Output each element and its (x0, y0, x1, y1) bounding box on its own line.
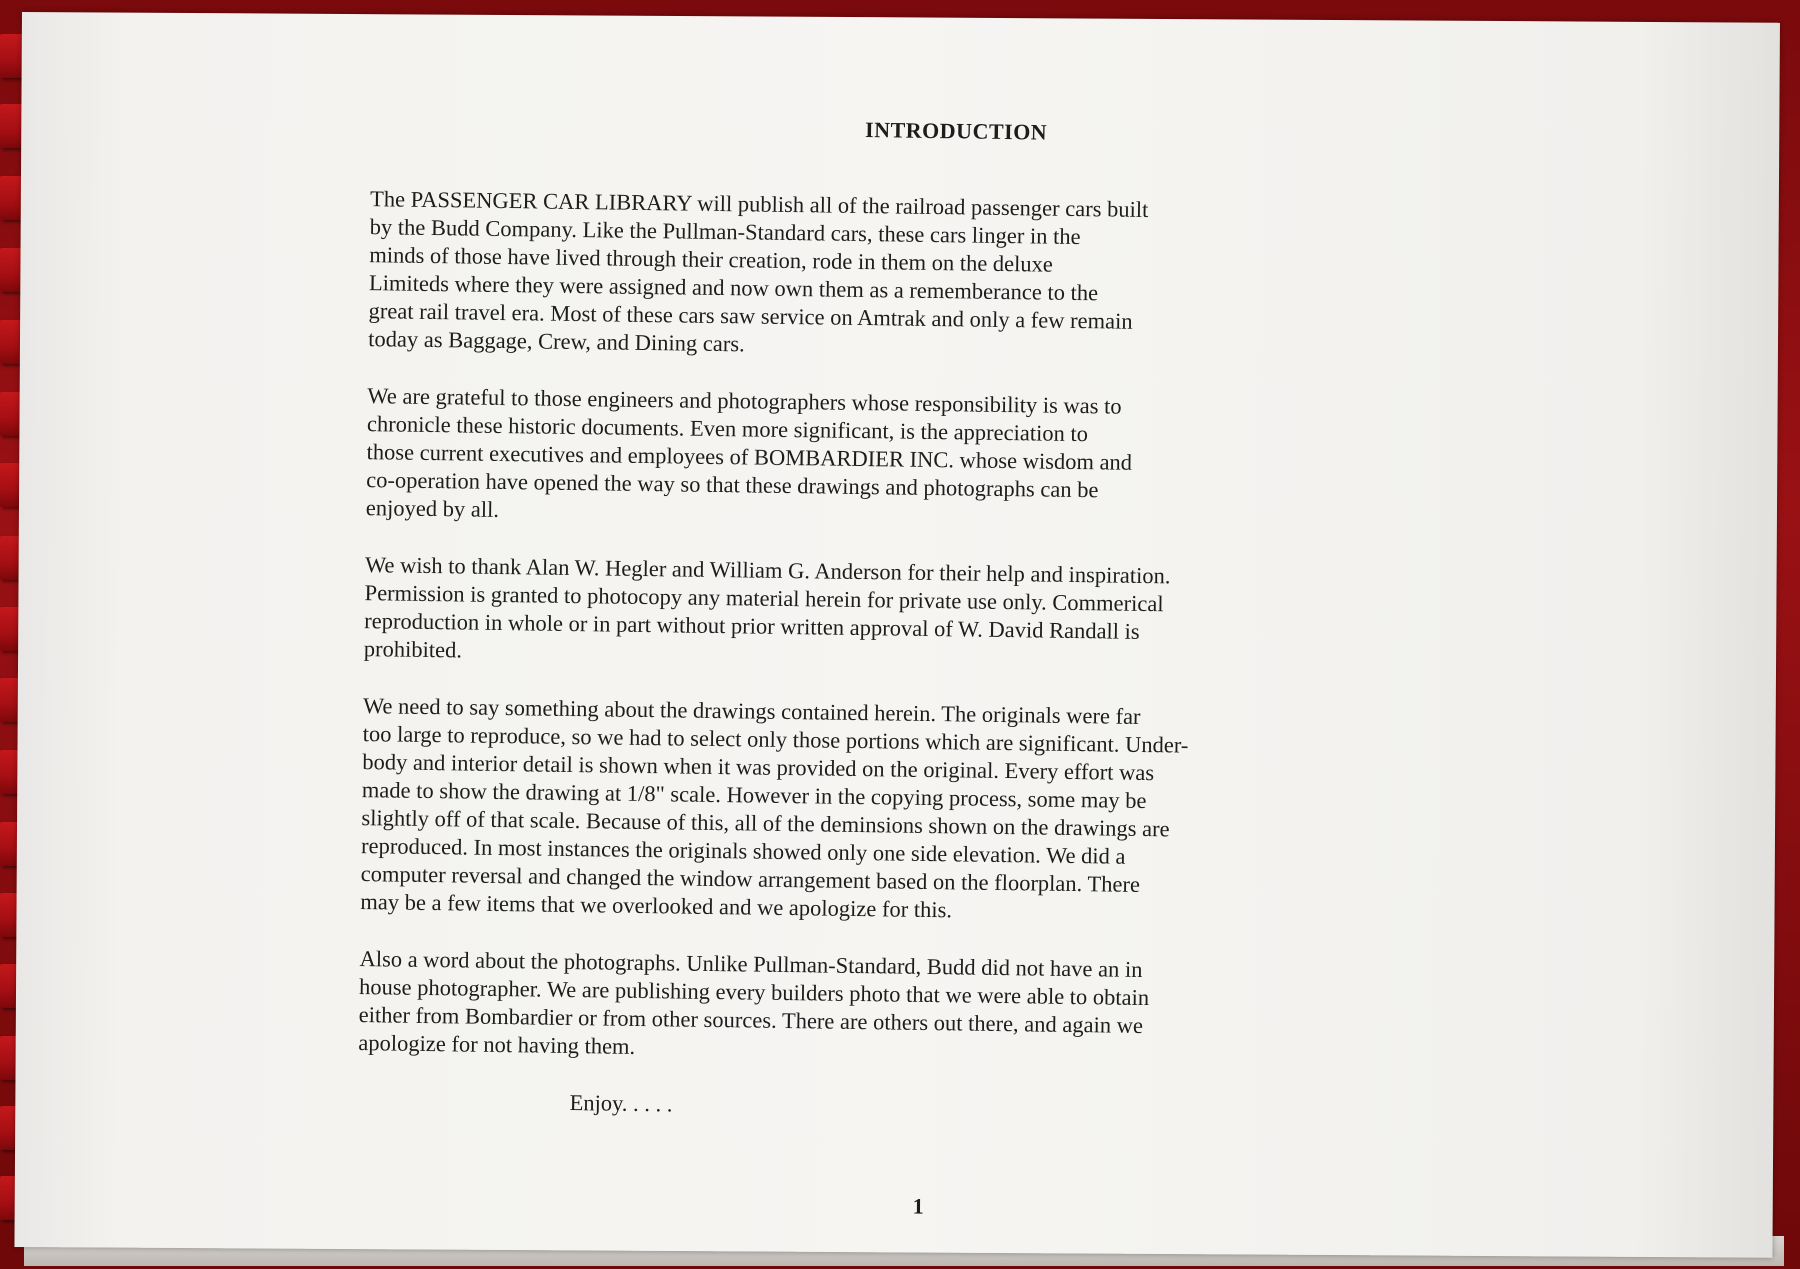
page-title: INTRODUCTION (864, 117, 1048, 145)
document-page (14, 12, 1780, 1258)
drawings-paragraph: We need to say something about the drawings contained herein. The originals were far too large to reproduce, so we had to select only those portions which are significant. Under- body and interior detail is shown when it was provided on the original. Every effort was made to show the drawing at 1/8" scale. However in the copying process, some may be slightly off of that scale. Because of this, all of the deminsions shown on the drawings are reproduced. In most instances the originals showed only one side elevation. We did a computer reversal and changed the window arrangement based on the floorplan. There may be a few items that we overlooked and we apologize for this. (360, 693, 1189, 923)
gratitude-paragraph: We are grateful to those engineers and photographers whose responsibility is was to chronicle these historic documents. Even more significant, is the appreciation to those current executives and employees of BOMBARDIER INC. whose wisdom and co-operation have opened the way so that these drawings and photographs can be enjoyed by all. (365, 383, 1133, 522)
page-content (357, 109, 1421, 1129)
closing-line: Enjoy. . . . . (569, 1090, 673, 1117)
permission-paragraph: We wish to thank Alan W. Hegler and William G. Anderson for their help and inspiration. Permission is granted to photocopy any material herein for private use only. Commerical reproduction in whole or in part without prior written approval of W. David Randall is prohibited. (363, 552, 1171, 663)
intro-paragraph: The PASSENGER CAR LIBRARY will publish all of the railroad passenger cars built by the Budd Company. Like the Pullman-Standard cars, these cars linger in the minds of those have lived through their creation, rode in them on the deluxe Limiteds where they were assigned and now own them as a rememberance to the great rail travel era. Most of these cars saw service on Amtrak and only a few remain today as Baggage, Crew, and Dining cars. (368, 186, 1149, 357)
page-number: 1 (912, 1193, 924, 1219)
photographs-paragraph: Also a word about the photographs. Unlike Pullman-Standard, Budd did not have an in house photographer. We are publishing every builders photo that we were able to obtain either from Bombardier or from other sources. There are others out there, and again we apologize for not having them. (358, 946, 1150, 1059)
